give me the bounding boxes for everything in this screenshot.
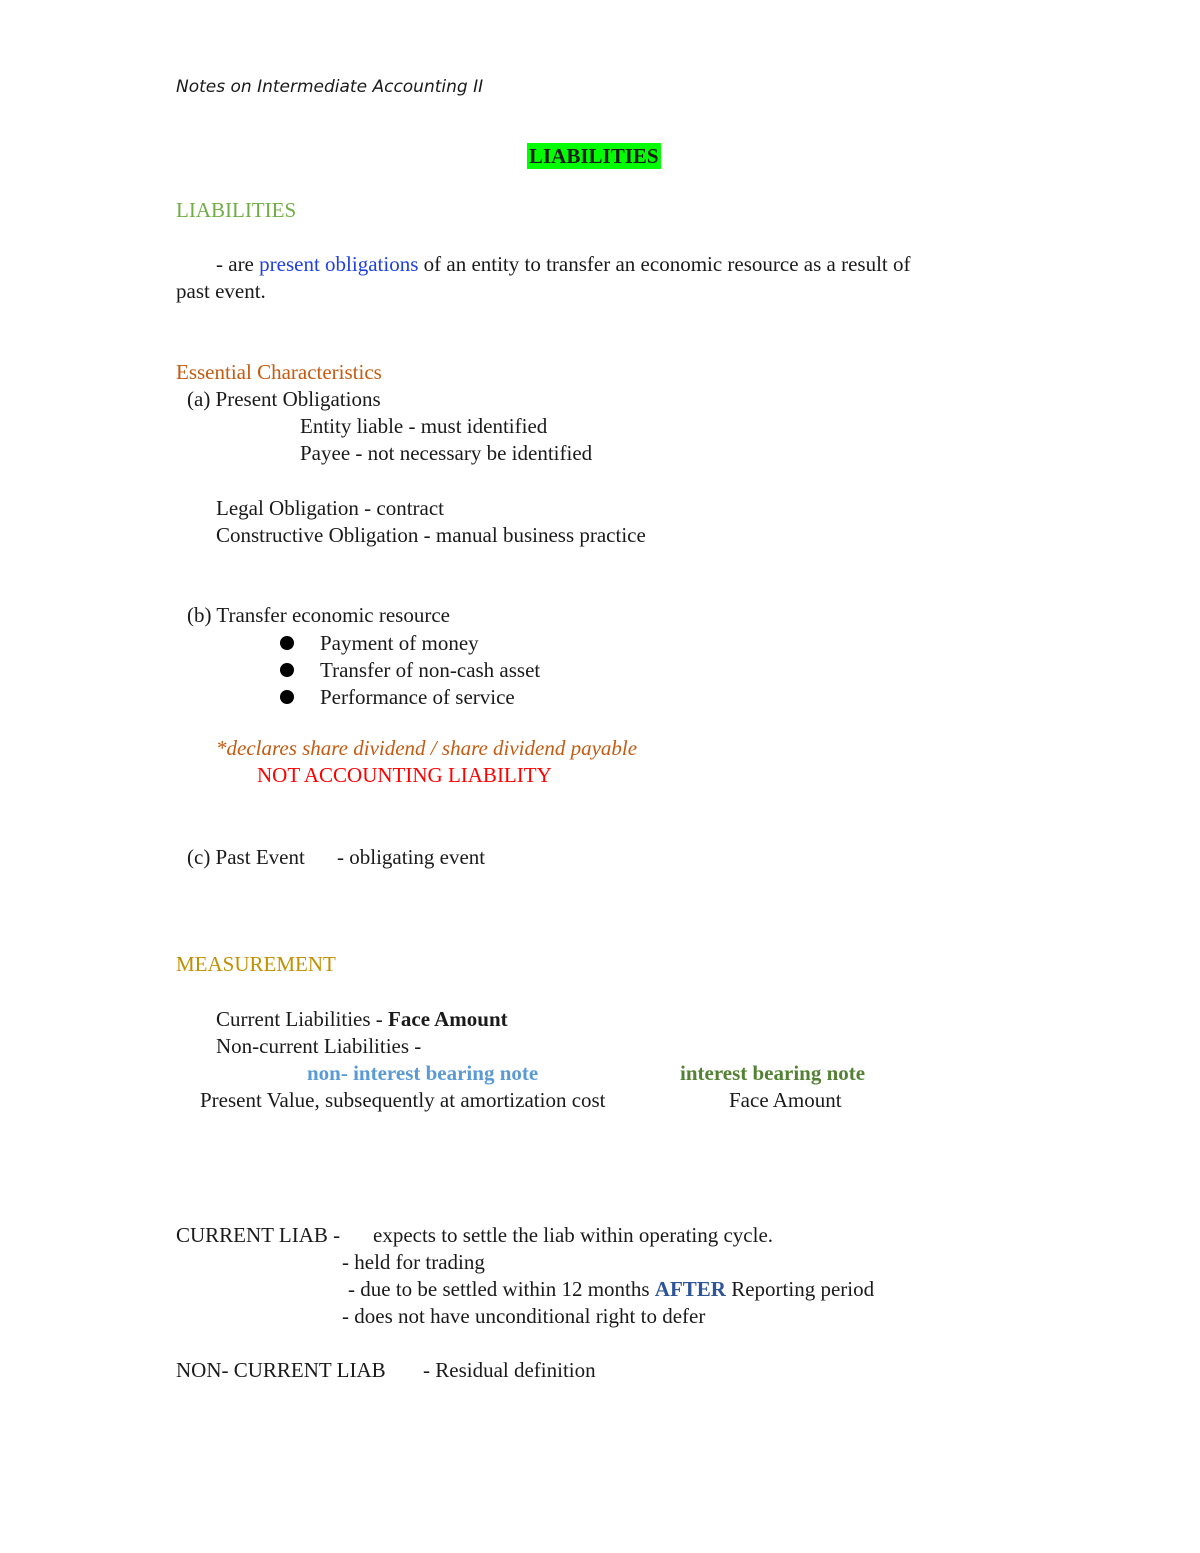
- measurement-heading: MEASUREMENT: [176, 952, 336, 976]
- bullet-icon: [280, 690, 294, 704]
- current-liabilities-measure: [216, 1006, 508, 1032]
- characteristic-c: (c) Past Event: [187, 845, 305, 869]
- not-accounting-liability: NOT ACCOUNTING LIABILITY: [257, 763, 552, 787]
- noncurrent-liab-label: NON- CURRENT LIAB: [176, 1358, 386, 1382]
- legal-obligation: Legal Obligation - contract: [216, 496, 444, 520]
- characteristic-a: (a) Present Obligations: [187, 387, 381, 411]
- liabilities-definition: [216, 251, 911, 277]
- current-liab-item-rest: Reporting period: [725, 1277, 875, 1301]
- definition-prefix: - are: [216, 252, 260, 276]
- current-liab-label: CURRENT LIAB -: [176, 1223, 341, 1247]
- characteristic-c-desc: - obligating event: [337, 845, 486, 869]
- liabilities-definition-line2: past event.: [176, 279, 266, 303]
- list-item: Transfer of non-cash asset: [320, 658, 541, 682]
- definition-highlight: present obligations: [259, 252, 419, 276]
- current-liab-item: expects to settle the liab within operating cycle.: [373, 1223, 774, 1247]
- definition-rest: of an entity to transfer an economic resource as a result of: [418, 252, 911, 276]
- face-amount-text: Face Amount: [729, 1088, 842, 1112]
- list-item: Performance of service: [320, 685, 515, 709]
- characteristic-a-sub1: Entity liable - must identified: [300, 414, 548, 438]
- characteristics-heading: Essential Characteristics: [176, 360, 382, 384]
- bullet-icon: [280, 636, 294, 650]
- present-value-text: Present Value, subsequently at amortization cost: [200, 1088, 606, 1112]
- characteristic-b: (b) Transfer economic resource: [187, 603, 450, 627]
- constructive-obligation: Constructive Obligation - manual business practice: [216, 523, 646, 547]
- share-dividend-note: *declares share dividend / share dividend payable: [216, 736, 638, 760]
- interest-bearing-note: interest bearing note: [680, 1061, 866, 1085]
- current-liab-item-prefix: - due to be settled within 12 months: [348, 1277, 655, 1301]
- bullet-icon: [280, 663, 294, 677]
- page-header: Notes on Intermediate Accounting II: [176, 77, 484, 97]
- current-liab-item: [348, 1276, 874, 1302]
- liabilities-heading: LIABILITIES: [176, 198, 297, 222]
- after-bold: AFTER: [654, 1277, 726, 1301]
- characteristic-a-sub2: Payee - not necessary be identified: [300, 441, 593, 465]
- noncurrent-liabilities-measure: Non-current Liabilities -: [216, 1034, 422, 1058]
- current-liab-item: - held for trading: [342, 1250, 485, 1274]
- current-liab-item: - does not have unconditional right to defer: [342, 1304, 706, 1328]
- current-measure-prefix: Current Liabilities -: [216, 1007, 389, 1031]
- non-interest-bearing-note: non- interest bearing note: [307, 1061, 539, 1085]
- list-item: Payment of money: [320, 631, 479, 655]
- face-amount-bold: Face Amount: [388, 1007, 508, 1031]
- document-title: LIABILITIES: [529, 144, 659, 168]
- noncurrent-liab-desc: - Residual definition: [423, 1358, 596, 1382]
